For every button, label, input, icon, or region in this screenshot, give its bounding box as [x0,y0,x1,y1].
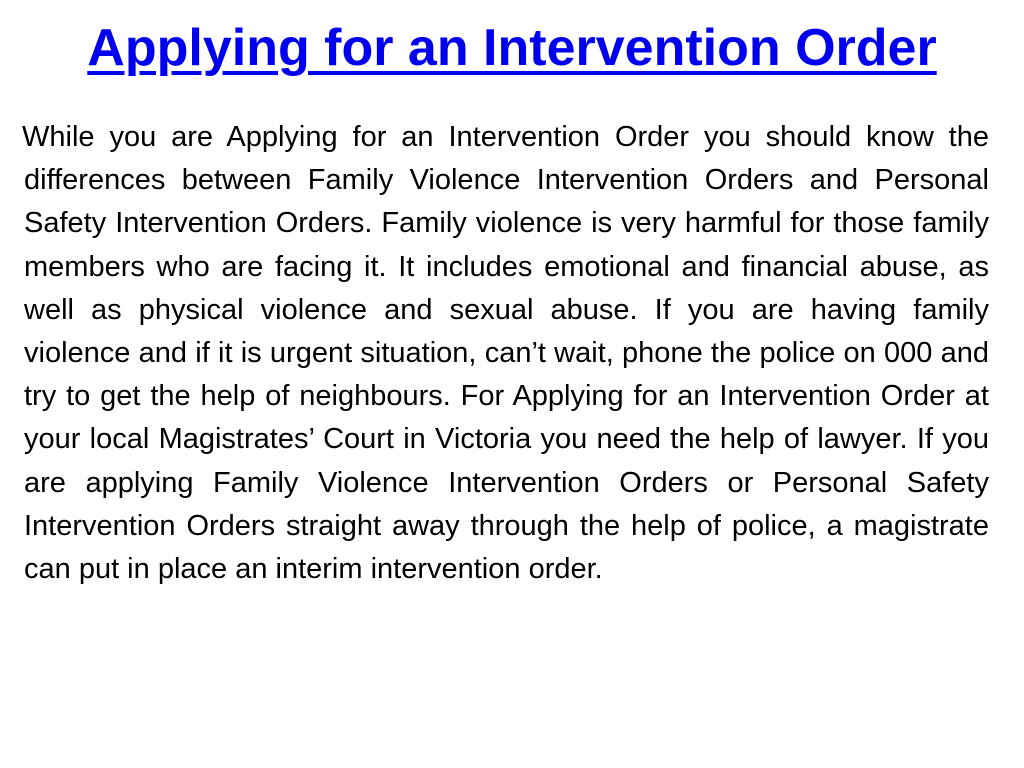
page-title-link[interactable]: Applying for an Intervention Order [87,19,937,77]
body-paragraph: While you are Applying for an Intervention Order you should know the differences between Family Violence Intervention Orders and Personal Safety Intervention Orders. Family violence is very harmful for those family members who are facing it. It includes emotional and financial abuse, as well as physical violence and sexual abuse. If you are having family violence and if it is urgent situation, can’t wait, phone the police on 000 and try to get the help of neighbours. For Applying for an Intervention Order at your local Magistrates’ Court in Victoria you need the help of lawyer. If you are applying Family Violence Intervention Orders or Personal Safety Intervention Orders straight away through the help of police, a magistrate can put in place an interim intervention order. [22,121,989,586]
